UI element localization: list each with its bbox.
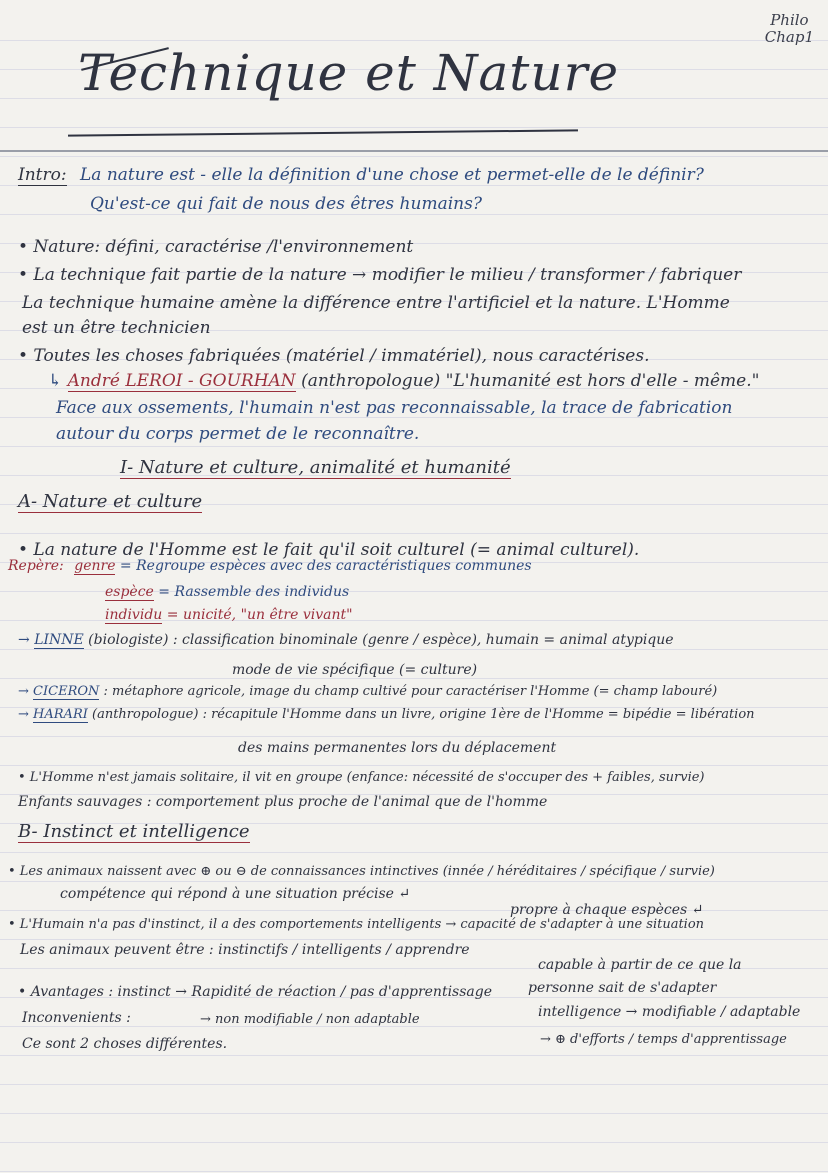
author-harari: HARARI xyxy=(33,707,88,722)
leroi-gourhan-quote: (anthropologue) "L'humanité est hors d'elle - même." xyxy=(295,371,760,391)
header-divider xyxy=(0,150,828,152)
b-line-animaux-peuvent: Les animaux peuvent être : instinctifs / intelligents / apprendre xyxy=(20,942,470,958)
author-ciceron: CICERON xyxy=(33,684,100,699)
arrow-icon: → xyxy=(18,684,29,699)
author-leroi-gourhan: André LEROI - GOURHAN xyxy=(67,371,296,391)
ossements-line-2: autour du corps permet de le reconnaître. xyxy=(56,424,420,444)
corner-note xyxy=(765,12,814,46)
term-individu: individu xyxy=(105,607,163,623)
harari-continuation: des mains permanentes lors du déplacement xyxy=(238,740,557,756)
b-line-conclusion: Ce sont 2 choses différentes. xyxy=(22,1036,228,1052)
arrow-icon: → xyxy=(18,632,30,648)
author-linne: LINNE xyxy=(34,632,84,648)
ossements-line-1: Face aux ossements, l'humain n'est pas reconnaissable, la trace de fabrication xyxy=(56,398,733,418)
subject-label: Philo xyxy=(770,11,809,29)
chapter-label: Chap1 xyxy=(764,28,814,46)
bullet-nature: • Nature: défini, caractérise /l'environnement xyxy=(18,237,414,257)
subheading-a: A- Nature et culture xyxy=(18,491,203,512)
title-underline xyxy=(68,129,578,136)
page-title: Technique et Nature xyxy=(78,44,620,102)
b-line-personne: personne sait de s'adapter xyxy=(528,980,717,996)
b-line-propre: propre à chaque espèces ↵ xyxy=(510,902,704,918)
bullet-fabrication: • Toutes les choses fabriquées (matériel / immatériel), nous caractérises. xyxy=(18,346,650,366)
b-line-intelligence: intelligence → modifiable / adaptable xyxy=(538,1004,801,1020)
intro-label: Intro: xyxy=(18,165,67,185)
b-line-avantages: • Avantages : instinct → Rapidité de réaction / pas d'apprentissage xyxy=(18,984,493,1000)
harari-line xyxy=(18,705,755,725)
repere-genre-line xyxy=(8,556,532,576)
subheading-b: B- Instinct et intelligence xyxy=(18,821,250,842)
b-line-non-modifiable: → non modifiable / non adaptable xyxy=(200,1012,420,1027)
bullet-technique-1: • La technique fait partie de la nature → modifier le milieu / transformer / fabriquer xyxy=(18,265,742,285)
leroi-gourhan-line xyxy=(48,371,759,391)
harari-description: (anthropologue) : récapitule l'Homme dans un livre, origine 1ère de l'Homme = bipédie = libération xyxy=(87,707,755,722)
intro-line-1 xyxy=(18,165,704,185)
arrow-icon: ↳ xyxy=(48,371,63,391)
linne-line xyxy=(18,630,674,650)
arrow-icon: → xyxy=(18,707,29,722)
b-line-efforts: → ⊕ d'efforts / temps d'apprentissage xyxy=(540,1032,787,1047)
term-genre: genre xyxy=(74,558,116,574)
term-espece: espèce xyxy=(105,584,154,600)
a-line-enfants-sauvages: Enfants sauvages : comportement plus proche de l'animal que de l'homme xyxy=(18,794,548,810)
intro-question-1: La nature est - elle la définition d'une chose et permet-elle de le définir? xyxy=(80,165,704,185)
b-line-humain: • L'Humain n'a pas d'instinct, il a des comportements intelligents → capacité de s'adapter à une situation xyxy=(8,917,705,932)
section-heading-1: I- Nature et culture, animalité et humanité xyxy=(120,457,511,478)
bullet-technique-2: La technique humaine amène la différence entre l'artificiel et la nature. L'Homme xyxy=(22,293,730,313)
def-genre: = Regroupe espèces avec des caractéristiques communes xyxy=(115,558,532,574)
a-line-culture: • La nature de l'Homme est le fait qu'il soit culturel (= animal culturel). xyxy=(18,540,640,560)
repere-individu-line xyxy=(105,605,353,625)
b-line-inconvenients: Inconvenients : xyxy=(22,1010,131,1026)
repere-label: Repère: xyxy=(8,558,64,574)
linne-description: (biologiste) : classification binominale (genre / espèce), humain = animal atypique xyxy=(83,632,674,648)
linne-continuation: mode de vie spécifique (= culture) xyxy=(232,662,478,678)
b-line-capable: capable à partir de ce que la xyxy=(538,957,742,973)
ciceron-line xyxy=(18,682,717,702)
bullet-technique-3: est un être technicien xyxy=(22,318,211,338)
b-line-competence: compétence qui répond à une situation précise ↵ xyxy=(60,886,411,902)
repere-espece-line xyxy=(105,582,349,602)
def-individu: = unicité, "un être vivant" xyxy=(162,607,353,623)
ciceron-description: : métaphore agricole, image du champ cultivé pour caractériser l'Homme (= champ labouré) xyxy=(99,684,718,699)
b-line-animaux: • Les animaux naissent avec ⊕ ou ⊖ de connaissances intinctives (innée / héréditaires / spécifique / survie) xyxy=(8,864,715,879)
intro-question-2: Qu'est-ce qui fait de nous des êtres humains? xyxy=(90,194,482,214)
def-espece: = Rassemble des individus xyxy=(153,584,350,600)
a-line-groupe: • L'Homme n'est jamais solitaire, il vit en groupe (enfance: nécessité de s'occuper des + faibles, survie) xyxy=(18,770,705,785)
